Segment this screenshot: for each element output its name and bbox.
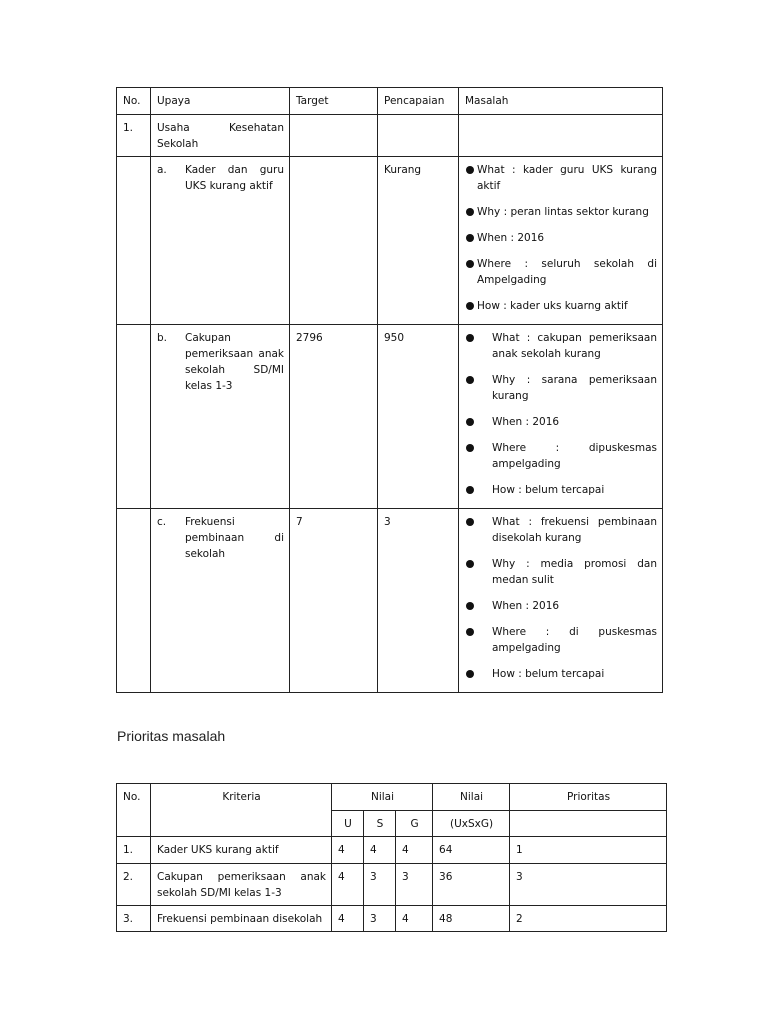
row-b-pencapaian: 950: [378, 325, 459, 509]
header-no: No.: [117, 88, 151, 115]
row-a-upaya-text: Kader dan guru UKS kurang aktif: [185, 164, 284, 192]
row-s: 3: [364, 906, 396, 932]
upaya-row-c: [117, 509, 663, 693]
bullet-icon: [466, 518, 474, 526]
row-prioritas: 2: [510, 906, 667, 932]
bullet-icon: [466, 444, 474, 452]
row-u: 4: [332, 864, 364, 906]
list-item: What : cakupan pemeriksaan anak sekolah kurang: [465, 330, 657, 362]
row-c-upaya: [151, 509, 290, 693]
row-a-no: [117, 157, 151, 325]
bullet-icon: [466, 418, 474, 426]
row-c-upaya-text: Frekuensi pembinaan di sekolah: [185, 516, 284, 560]
bullet-icon: [466, 208, 474, 216]
row-b-target: 2796: [290, 325, 378, 509]
row-b-masalah: [459, 325, 663, 509]
row-c-masalah: [459, 509, 663, 693]
bullet-icon: [466, 376, 474, 384]
bullet-icon: [466, 670, 474, 678]
header-pencapaian: Pencapaian: [378, 88, 459, 115]
list-item: Where : seluruh sekolah di Ampelgading: [465, 256, 657, 288]
list-item: How : kader uks kuarng aktif: [465, 298, 657, 314]
list-item: Why : peran lintas sektor kurang: [465, 204, 657, 220]
row-g: 4: [396, 837, 433, 864]
priority-subheader-uxsxg: (UxSxG): [433, 811, 510, 837]
table-row: [117, 864, 667, 906]
row-no: 3.: [117, 906, 151, 932]
header-masalah: Masalah: [459, 88, 663, 115]
row-kriteria: Kader UKS kurang aktif: [151, 837, 332, 864]
list-item: When : 2016: [465, 414, 657, 430]
list-item: Where : dipuskesmas ampelgading: [465, 440, 657, 472]
bullet-icon: [466, 628, 474, 636]
row-g: 4: [396, 906, 433, 932]
row-c-pencapaian: 3: [378, 509, 459, 693]
row-u: 4: [332, 906, 364, 932]
list-item: How : belum tercapai: [465, 666, 657, 682]
row-b-masalah-list: [465, 330, 657, 498]
row-a-masalah: [459, 157, 663, 325]
priority-header-nilai: Nilai: [332, 784, 433, 811]
upaya-main-row: [117, 115, 663, 157]
row-prioritas: 3: [510, 864, 667, 906]
list-item: When : 2016: [465, 598, 657, 614]
header-target: Target: [290, 88, 378, 115]
row-g: 3: [396, 864, 433, 906]
row-s: 4: [364, 837, 396, 864]
priority-header-no: No.: [117, 784, 151, 837]
list-item: Why : media promosi dan medan sulit: [465, 556, 657, 588]
priority-subheader-empty: [510, 811, 667, 837]
row-a-target: [290, 157, 378, 325]
list-item: Where : di puskesmas ampelgading: [465, 624, 657, 656]
priority-header-prioritas: Prioritas: [510, 784, 667, 811]
main-row-pencapaian: [378, 115, 459, 157]
priority-header-kriteria: Kriteria: [151, 784, 332, 837]
upaya-row-a: [117, 157, 663, 325]
priority-subheader-s: S: [364, 811, 396, 837]
row-b-upaya: [151, 325, 290, 509]
row-prioritas: 1: [510, 837, 667, 864]
row-c-masalah-list: [465, 514, 657, 682]
row-b-no: [117, 325, 151, 509]
row-nilai: 36: [433, 864, 510, 906]
priority-header-row: [117, 784, 667, 811]
upaya-row-b: [117, 325, 663, 509]
row-no: 1.: [117, 837, 151, 864]
bullet-icon: [466, 486, 474, 494]
row-nilai: 64: [433, 837, 510, 864]
table-row: [117, 906, 667, 932]
list-item: What : kader guru UKS kurang aktif: [465, 162, 657, 194]
bullet-icon: [466, 166, 474, 174]
row-kriteria: Cakupan pemeriksaan anak sekolah SD/MI kelas 1-3: [151, 864, 332, 906]
table-row: [117, 837, 667, 864]
row-c-target: 7: [290, 509, 378, 693]
header-upaya: Upaya: [151, 88, 290, 115]
bullet-icon: [466, 334, 474, 342]
list-item: How : belum tercapai: [465, 482, 657, 498]
row-c-no: [117, 509, 151, 693]
list-item: What : frekuensi pembinaan disekolah kurang: [465, 514, 657, 546]
row-a-letter: a.: [157, 164, 167, 176]
upaya-table: [116, 87, 663, 693]
main-row-upaya: Usaha Kesehatan Sekolah: [151, 115, 290, 157]
list-item: Why : sarana pemeriksaan kurang: [465, 372, 657, 404]
priority-heading: Prioritas masalah: [117, 728, 226, 744]
main-row-masalah: [459, 115, 663, 157]
row-b-upaya-text: Cakupan pemeriksaan anak sekolah SD/MI kelas 1-3: [185, 332, 284, 392]
bullet-icon: [466, 560, 474, 568]
priority-subheader-u: U: [332, 811, 364, 837]
upaya-table-header-row: [117, 88, 663, 115]
bullet-icon: [466, 602, 474, 610]
list-item: When : 2016: [465, 230, 657, 246]
bullet-icon: [466, 260, 474, 268]
row-c-letter: c.: [157, 516, 167, 528]
priority-table: [116, 783, 667, 932]
row-no: 2.: [117, 864, 151, 906]
row-s: 3: [364, 864, 396, 906]
bullet-icon: [466, 302, 474, 310]
main-row-no: 1.: [117, 115, 151, 157]
row-b-letter: b.: [157, 332, 168, 344]
row-nilai: 48: [433, 906, 510, 932]
row-a-masalah-list: [465, 162, 657, 314]
main-row-target: [290, 115, 378, 157]
row-kriteria: Frekuensi pembinaan disekolah: [151, 906, 332, 932]
row-a-upaya: [151, 157, 290, 325]
row-a-pencapaian: Kurang: [378, 157, 459, 325]
row-u: 4: [332, 837, 364, 864]
bullet-icon: [466, 234, 474, 242]
priority-subheader-g: G: [396, 811, 433, 837]
priority-header-nilai2: Nilai: [433, 784, 510, 811]
